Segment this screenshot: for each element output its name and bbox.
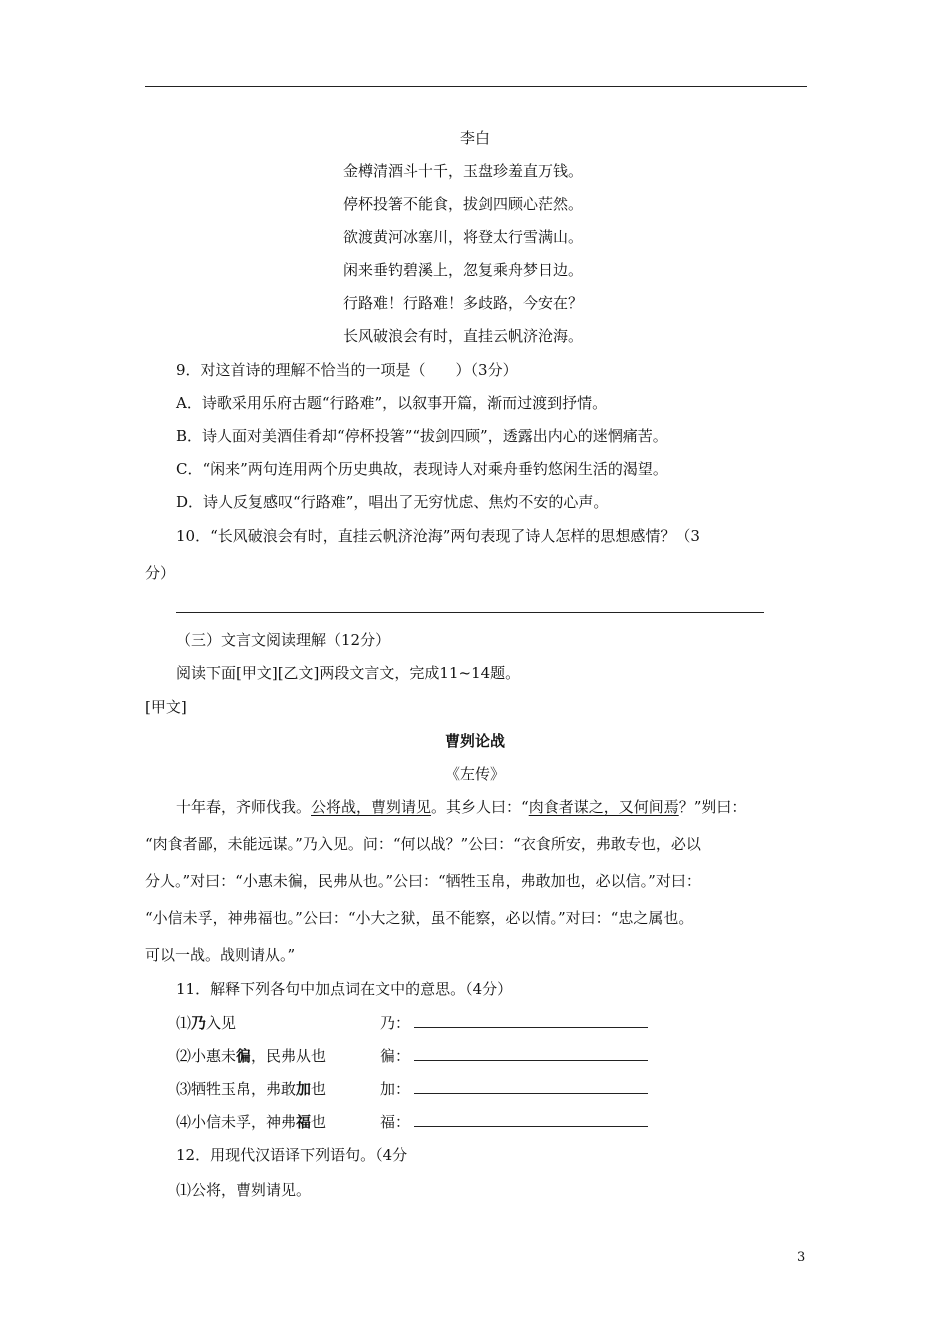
q11-answer-2[interactable] [380, 1046, 648, 1066]
dotted-word: 加 [296, 1080, 312, 1098]
q11-item-4 [176, 1112, 326, 1132]
q10-stem: 10．“长风破浪会有时，直挂云帆济沧海”两句表现了诗人怎样的思想感情？（3 [176, 527, 700, 545]
q9-option-c: C．“闲来”两句连用两个历史典故，表现诗人对乘舟垂钓悠闲生活的渴望。 [176, 460, 668, 478]
q10-stem-cont: 分） [145, 564, 176, 582]
poem-line: 行路难！行路难！多歧路，今安在？ [343, 294, 584, 312]
q11-answer-3[interactable] [380, 1079, 648, 1099]
article-text: 十年春，齐师伐我。 [176, 798, 312, 816]
item-text: ⑵小惠未 [176, 1047, 237, 1065]
answer-label: 加： [380, 1080, 411, 1098]
dotted-word: 乃 [191, 1014, 207, 1032]
item-text: 入见 [206, 1014, 237, 1032]
article-line-3: 分人。”对曰：“小惠未徧，民弗从也。”公曰：“牺牲玉帛，弗敢加也，必以信。”对曰： [145, 872, 701, 890]
dotted-word: 徧 [236, 1047, 252, 1065]
header-rule [145, 86, 807, 87]
answer-blank[interactable] [414, 1112, 648, 1127]
q11-item-3 [176, 1079, 326, 1099]
poem-line: 长风破浪会有时，直挂云帆济沧海。 [343, 327, 584, 345]
q11-stem: 11．解释下列各句中加点词在文中的意思。（4分） [176, 980, 513, 998]
item-text: ，民弗从也 [251, 1047, 327, 1065]
q9-stem: 9．对这首诗的理解不恰当的一项是（ ）（3分） [176, 361, 518, 379]
q10-answer-line[interactable] [176, 612, 764, 613]
section-title: （三）文言文阅读理解（12分） [176, 631, 391, 649]
article-line-4: “小信未孚，神弗福也。”公曰：“小大之狱，虽不能察，必以情。”对曰：“忠之属也。 [145, 909, 694, 927]
q9-option-b: B．诗人面对美酒佳肴却“停杯投箸”“拔剑四顾”，透露出内心的迷惘痛苦。 [176, 427, 668, 445]
section-instruction: 阅读下面[甲文][乙文]两段文言文，完成11~14题。 [176, 664, 521, 682]
q11-answer-4[interactable] [380, 1112, 648, 1132]
underlined-sentence: 肉食者谋之，又何间焉 [528, 798, 679, 816]
item-text: ⑶牺牲玉帛，弗敢 [176, 1080, 297, 1098]
answer-label: 乃： [380, 1014, 411, 1032]
article-text: ？”刿曰： [678, 798, 747, 816]
poem-line: 金樽清酒斗十千，玉盘珍羞直万钱。 [343, 162, 584, 180]
dotted-word: 福 [296, 1113, 312, 1131]
q9-option-d: D．诗人反复感叹“行路难”，唱出了无穷忧虑、焦灼不安的心声。 [176, 493, 609, 511]
item-text: 也 [311, 1080, 327, 1098]
poem-author: 李白 [459, 129, 490, 147]
answer-blank[interactable] [414, 1013, 648, 1028]
article-line-5: 可以一战。战则请从。” [145, 946, 296, 964]
article-line-2: “肉食者鄙，未能远谋。”乃入见。问：“何以战？”公曰：“衣食所安，弗敢专也，必以 [145, 835, 701, 853]
item-text: 也 [311, 1113, 327, 1131]
answer-blank[interactable] [414, 1079, 648, 1094]
q12-stem: 12．用现代汉语译下列语句。（4分 [176, 1146, 408, 1164]
item-text: ⑷小信未孚，神弗 [176, 1113, 297, 1131]
article-line-1 [176, 797, 746, 817]
answer-label: 徧： [380, 1047, 411, 1065]
article-source: 《左传》 [444, 765, 505, 783]
article-text: 。其乡人曰：“ [431, 798, 529, 816]
item-text: ⑴ [176, 1014, 192, 1032]
poem-line: 闲来垂钓碧溪上，忽复乘舟梦日边。 [343, 261, 584, 279]
label-jia: [甲文] [145, 698, 187, 716]
q12-item-1: ⑴公将，曹刿请见。 [176, 1181, 312, 1199]
answer-blank[interactable] [414, 1046, 648, 1061]
q11-answer-1[interactable] [380, 1013, 648, 1033]
article-title: 曹刿论战 [444, 732, 505, 750]
q11-item-2 [176, 1046, 326, 1066]
poem-line: 欲渡黄河冰塞川，将登太行雪满山。 [343, 228, 584, 246]
q9-option-a: A．诗歌采用乐府古题“行路难”，以叙事开篇，渐而过渡到抒情。 [176, 394, 608, 412]
poem-line: 停杯投箸不能食，拔剑四顾心茫然。 [343, 195, 584, 213]
q11-item-1 [176, 1013, 236, 1033]
page-number: 3 [797, 1250, 806, 1265]
underlined-sentence: 公将战，曹刿请见 [311, 798, 432, 816]
answer-label: 福： [380, 1113, 411, 1131]
